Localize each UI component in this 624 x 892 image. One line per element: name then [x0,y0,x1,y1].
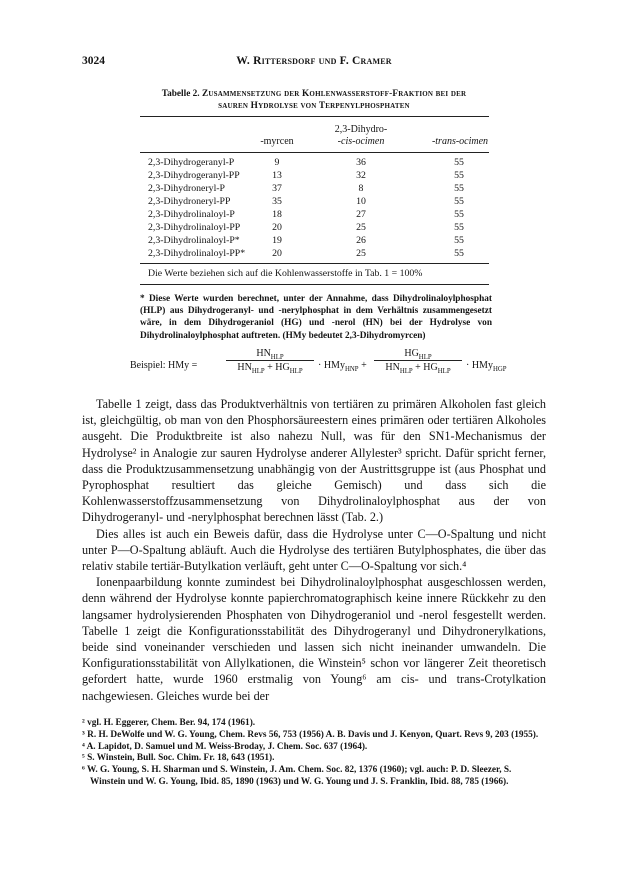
cell-myrcen: 20 [272,248,282,259]
table-note: Die Werte beziehen sich auf die Kohlenwasserstoffe in Tab. 1 = 100% [148,268,423,279]
table-bottom-rule [140,263,489,264]
table-row [148,235,528,247]
references [82,718,546,789]
table-caption-label: Tabelle 2. [161,89,200,99]
row-label: 2,3-Dihydrogeranyl-PP [148,170,240,181]
term-symbol: · HMy [466,360,493,371]
term-subscript: HGP [492,366,507,373]
table-caption [118,88,510,112]
fraction-denominator [226,361,314,374]
denominator-symbol-a: HN [237,362,252,373]
body-text [82,396,546,704]
table-row [148,222,528,234]
table-row [148,248,528,260]
table-row [148,209,528,221]
fraction-numerator [226,348,314,361]
table-footnote: * Diese Werte wurden berechnet, unter der Annahme, dass Dihydrolinaloylphosphat (HLP) aus Dihydrogeranyl- und -nerylphosphat in dem Verhältnis zusammengesetzt wäre, in dem Dihydrogeraniol (HG) und -nerol (HN) bei der Hydrolyse von Dihydrolinaloylphosphat auftreten. (HMy bedeutet 2,3-Dihydromyrcen) [140,294,492,341]
numerator-symbol: HN [256,348,271,359]
cell-myrcen: 18 [272,209,282,220]
denominator-subscript-b: HLP [289,368,303,375]
table-col-header-prefix: 2,3-Dihydro- [334,124,388,135]
cell-myrcen: 35 [272,196,282,207]
denominator-symbol-a: HN [385,362,400,373]
footnote-rule [140,284,489,285]
cell-cis-ocimen: 27 [356,209,366,220]
cell-trans-ocimen: 55 [454,183,464,194]
table-row [148,196,528,208]
numerator-symbol: HG [404,348,419,359]
row-label: 2,3-Dihydrolinaloyl-P* [148,235,240,246]
paragraph-2: Dies alles ist auch ein Beweis dafür, dass die Hydrolyse unter C—O-Spaltung und nicht unter P—O-Spaltung abläuft. Auch die Hydrolyse des tertiären Butylphosphates, die über das relativ stabile tertiär-Butylkation verläuft, geht unter C—O-Spaltung vor sich.⁴ [82,526,546,574]
reference-6: ⁶ W. G. Young, S. H. Sharman und S. Winstein, J. Am. Chem. Soc. 82, 1376 (1960); vgl. auch: P. D. Sleezer, S. Winstein und W. G. Young, Ibid. 85, 1890 (1963) und W. G. Young und J. S. Franklin, Ibid. 88, 785 (1966). [82,765,512,787]
paragraph-1: Tabelle 1 zeigt, dass das Produktverhältnis von tertiären zu primären Alkoholen fast gleich ist, gleichgültig, ob man von den Phosphorsäureestern eines primären oder tertiären Alkoholes ausgeht. Die Produktbreite ist also nahezu Null, was für den SN1-Mechanismus der Hydrolyse² in Analogie zur sauren Hydrolyse anderer Allylester³ spricht. Dafür spricht ferner, dass die Produktzusammensetzung unabhängig von der Austrittsgruppe ist (aus Phosphat und Pyrophosphat resultiert das gleiche Gemisch) und dass sich die Kohlenwasserstoffzusammensetzung von Dihydrolinaloylphosphat aus der von Dihydrogeranyl- und -nerylphosphat berechnen lässt (Tab. 2.) [82,397,546,525]
cell-cis-ocimen: 10 [356,196,366,207]
formula-fraction-hg [374,348,462,374]
row-label: 2,3-Dihydroneryl-P [148,183,226,194]
table-header-rule [140,152,489,153]
table-top-rule [140,116,489,117]
table-row [148,170,528,182]
plus-sign: + [361,360,367,371]
cell-trans-ocimen: 55 [454,235,464,246]
cell-cis-ocimen: 8 [358,183,364,194]
term-symbol: · HMy [318,360,345,371]
row-label: 2,3-Dihydrogeranyl-P [148,157,235,168]
cell-myrcen: 19 [272,235,282,246]
numerator-subscript: HLP [270,354,284,361]
cell-cis-ocimen: 32 [356,170,366,181]
reference-3: ³ R. H. DeWolfe und W. G. Young, Chem. Revs 56, 753 (1956) A. B. Davis und J. Kenyon, Quart. Revs 9, 203 (1955). [82,729,539,740]
cell-cis-ocimen: 25 [356,222,366,233]
cell-myrcen: 13 [272,170,282,181]
fraction-numerator [374,348,462,361]
cell-cis-ocimen: 25 [356,248,366,259]
formula-fraction-hn [226,348,314,374]
cell-cis-ocimen: 36 [356,157,366,168]
page-number: 3024 [82,55,105,67]
running-authors: W. Rittersdorf und F. Cramer [236,55,392,67]
table-caption-line1: Zusammensetzung der Kohlenwasserstoff-Fraktion bei der [201,89,467,99]
running-header [82,55,546,71]
cell-myrcen: 9 [274,157,280,168]
cell-myrcen: 20 [272,222,282,233]
reference-4: ⁴ A. Lapidot, D. Samuel und M. Weiss-Broday, J. Chem. Soc. 637 (1964). [82,741,368,752]
denominator-symbol-b: + HG [415,362,438,373]
row-label: 2,3-Dihydroneryl-PP [148,196,231,207]
numerator-subscript: HLP [418,354,432,361]
table-col-header-myrcen: -myrcen [260,136,294,147]
table-col-header-cis-ocimen: -cis-ocimen [337,136,385,147]
row-label: 2,3-Dihydrolinaloyl-P [148,209,235,220]
fraction-denominator [374,361,462,374]
cell-trans-ocimen: 55 [454,222,464,233]
row-label: 2,3-Dihydrolinaloyl-PP* [148,248,246,259]
term-subscript: HNP [344,366,359,373]
table-caption-line2: sauren Hydrolyse von Terpenylphosphaten [218,101,410,111]
cell-trans-ocimen: 55 [454,170,464,181]
denominator-subscript-a: HLP [399,368,413,375]
formula-term-hmy-hnp [318,360,367,371]
cell-trans-ocimen: 55 [454,248,464,259]
table-col-header-trans-ocimen: -trans-ocimen [431,136,489,147]
denominator-subscript-a: HLP [251,368,265,375]
reference-5: ⁵ S. Winstein, Bull. Soc. Chim. Fr. 18, 643 (1951). [82,753,275,764]
cell-trans-ocimen: 55 [454,209,464,220]
paragraph-3: Ionenpaarbildung konnte zumindest bei Dihydrolinaloylphosphat ausgeschlossen werden, denn während der Hydrolyse konnte papierchromatographisch keine innere Rückkehr zu den langsamer hydrolysierenden Phosphaten von Dihydrogeraniol und -nerol fesgestellt werden. Tabelle 1 zeigt die Konfigurationsstabilität des Dihydrogeranyl und Dihydronerylkations, beide sind voneinander verschieden und lassen sich nicht ineinander umwandeln. Die Konfigurationsstabilität von Allylkationen, die Winstein⁵ schon vor längerer Zeit theoretisch gefordert hatte, wurde 1960 erstmalig von Young⁶ am cis- und trans-Crotylkation nachgewiesen. Gleiches wurde bei der [82,575,546,703]
formula-label: Beispiel: HMy = [130,360,198,371]
formula-term-hmy-hgp [466,360,507,371]
table-row [148,183,528,195]
cell-trans-ocimen: 55 [454,157,464,168]
cell-trans-ocimen: 55 [454,196,464,207]
example-formula [130,348,510,386]
table-row [148,157,528,169]
cell-cis-ocimen: 26 [356,235,366,246]
denominator-subscript-b: HLP [437,368,451,375]
cell-myrcen: 37 [272,183,282,194]
reference-2: ² vgl. H. Eggerer, Chem. Ber. 94, 174 (1961). [82,718,256,728]
row-label: 2,3-Dihydrolinaloyl-PP [148,222,241,233]
denominator-symbol-b: + HG [267,362,290,373]
